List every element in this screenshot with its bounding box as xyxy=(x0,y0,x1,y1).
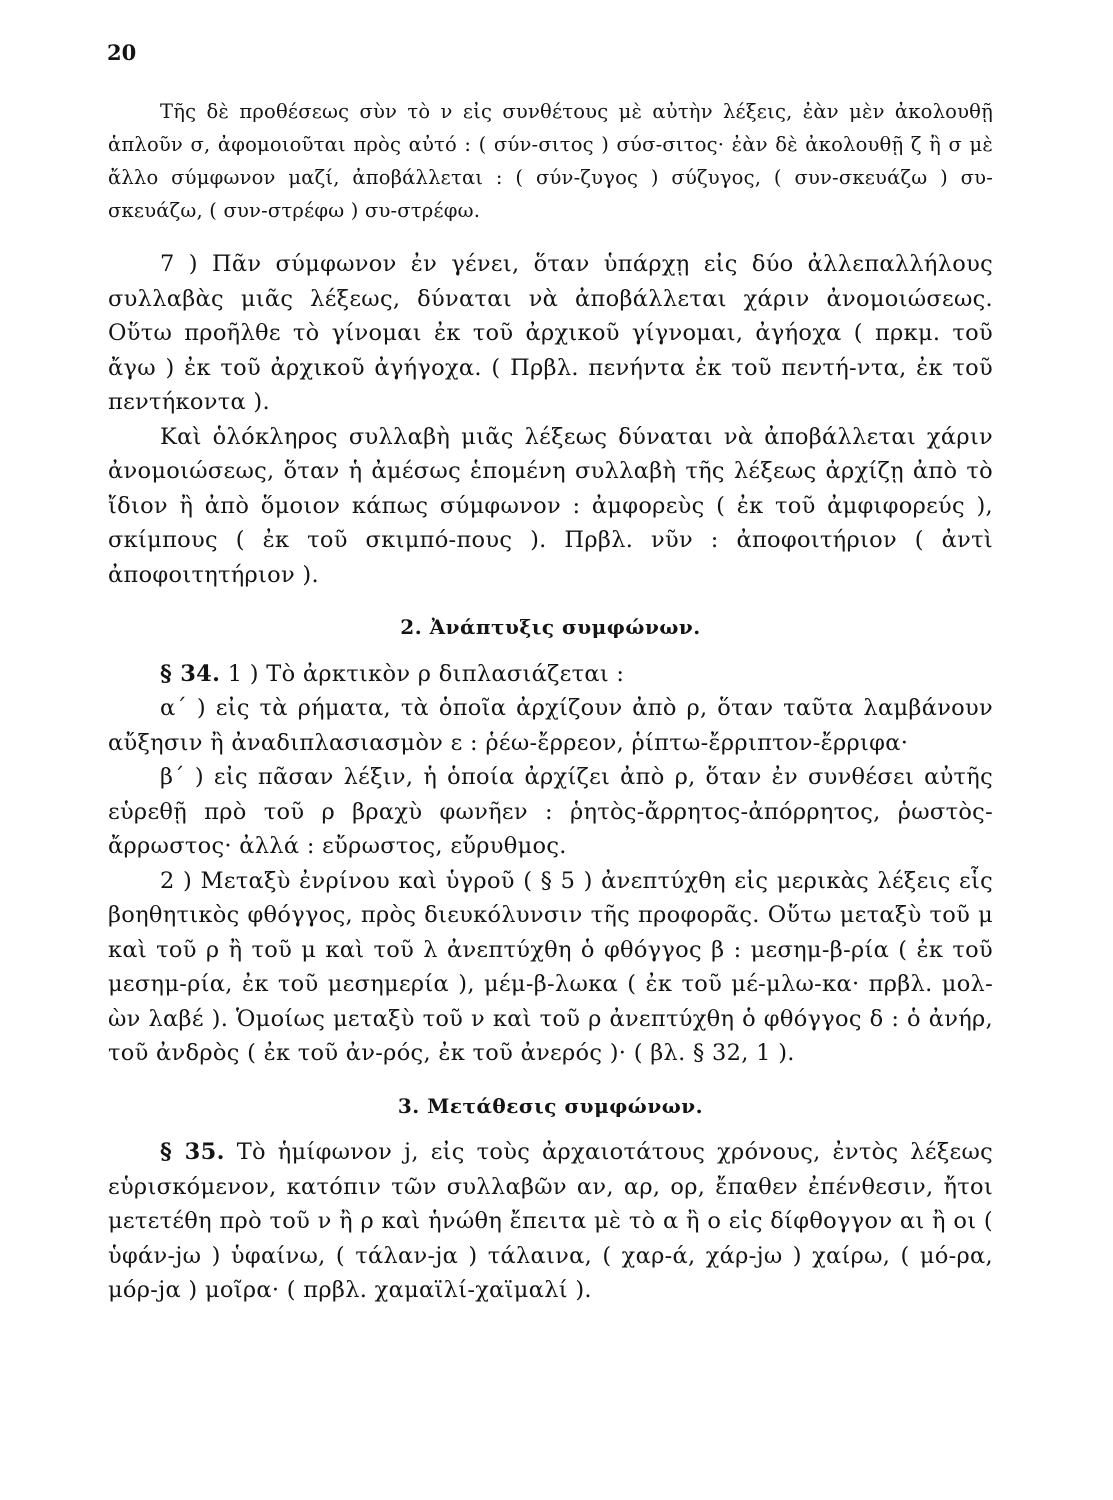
paragraph-rule-a: α΄ ) εἰς τὰ ρήματα, τὰ ὁποῖα ἀρχίζουν ἀπὸ ρ, ὅταν ταῦτα λαμβάνουν αὔξησιν ἢ ἀναδιπλασιασμὸν ε : ῥέω-ἔρρεον, ῥίπτω-ἔρριπτον-ἔρριφα· xyxy=(108,695,993,756)
paragraph-section-34 xyxy=(108,657,993,692)
paragraph-nasal-liquid: 2 ) Μεταξὺ ἐνρίνου καὶ ὑγροῦ ( § 5 ) ἀνεπτύχθη εἰς μερικὰς λέξεις εἷς βοηθητικὸς φθόγγος, πρὸς διευκόλυνσιν τῆς προφορᾶς. Οὕτω μεταξὺ τοῦ μ καὶ τοῦ ρ ἢ τοῦ μ καὶ τοῦ λ ἀνεπτύχθη ὁ φθόγγος β : μεσημ-β-ρία ( ἐκ τοῦ μεσημ-ρία, ἐκ τοῦ μεσημερία ), μέμ-β-λωκα ( ἐκ τοῦ μέ-μλω-κα· πρβλ. μολ-ὼν λαβέ ). Ὁμοίως μεταξὺ τοῦ ν καὶ τοῦ ρ ἀνεπτύχθη ὁ φθόγγος δ : ὁ ἀνήρ, τοῦ ἀνδρὸς ( ἐκ τοῦ ἀν-ρός, ἐκ τοῦ ἀνερός )· ( βλ. § 32, 1 ). xyxy=(108,867,993,1066)
paragraph-syllable-loss: Καὶ ὁλόκληρος συλλαβὴ μιᾶς λέξεως δύναται νὰ ἀποβάλλεται χάριν ἀνομοιώσεως, ὅταν ἡ ἀμέσως ἑπομένη συλλαβὴ τῆς λέξεως ἀρχίζῃ ἀπὸ τὸ ἴδιον ἢ ἀπὸ ὅμοιον κάπως σύμφωνον : ἀμφορεὺς ( ἐκ τοῦ ἀμφιφορεύς ), σκίμπους ( ἐκ τοῦ σκιμπό-πους ). Πρβλ. νῦν : ἀποφοιτήριον ( ἀντὶ ἀποφοιτητήριον ). xyxy=(108,423,993,588)
main-text-block xyxy=(108,247,993,1308)
page-number: 20 xyxy=(107,40,137,65)
small-print-block xyxy=(108,95,993,227)
section-mark-34: § 34. xyxy=(160,660,221,687)
section-34-text: 1 ) Τὸ ἀρκτικὸν ρ διπλασιάζεται : xyxy=(227,660,625,687)
section-heading-consonant-development: 2. Ἀνάπτυξις συμφώνων. xyxy=(400,615,701,639)
paragraph-rule-b: β΄ ) εἰς πᾶσαν λέξιν, ἡ ὁποία ἀρχίζει ἀπὸ ρ, ὅταν ἐν συνθέσει αὐτῆς εὑρεθῇ πρὸ τοῦ ρ βραχὺ φωνῆεν : ῥητὸς-ἄρρητος-ἀπόρρητος, ῥωστὸς-ἄρρωστος· ἀλλά : εὔρωστος, εὔρυθμος. xyxy=(108,764,993,859)
paragraph-dissimilation: 7 ) Πᾶν σύμφωνον ἐν γένει, ὅταν ὑπάρχῃ εἰς δύο ἀλλεπαλλήλους συλλαβὰς μιᾶς λέξεως, δύναται νὰ ἀποβάλλεται χάριν ἀνομοιώσεως. Οὕτω προῆλθε τὸ γίνομαι ἐκ τοῦ ἀρχικοῦ γίγνομαι, ἀγήοχα ( πρκμ. τοῦ ἄγω ) ἐκ τοῦ ἀρχικοῦ ἀγήγοχα. ( Πρβλ. πενήντα ἐκ τοῦ πεντή-ντα, ἐκ τοῦ πεντήκοντα ). xyxy=(108,251,993,415)
section-heading-metathesis: 3. Μετάθεσις συμφώνων. xyxy=(397,1093,704,1118)
section-mark-35: § 35. xyxy=(160,1139,225,1165)
paragraph-section-35 xyxy=(108,1135,993,1308)
paragraph-syn-prefix: Τῆς δὲ προθέσεως σὺν τὸ ν εἰς συνθέτους μὲ αὐτὴν λέξεις, ἐὰν μὲν ἀκολουθῇ ἁπλοῦν σ, ἀφομοιοῦται πρὸς αὐτό : ( σύν-σιτος ) σύσ-σιτος· ἐὰν δὲ ἀκολουθῇ ζ ἢ σ μὲ ἄλλο σύμφωνον μαζί, ἀποβάλλεται : ( σύν-ζυγος ) σύζυγος, ( συν-σκευάζω ) συ-σκευάζω, ( συν-στρέφω ) συ-στρέφω. xyxy=(108,100,993,222)
section-35-text: Τὸ ἡμίφωνον j, εἰς τοὺς ἀρχαιοτάτους χρόνους, ἐντὸς λέξεως εὑρισκόμενον, κατόπιν τῶν συλλαβῶν αν, αρ, ορ, ἔπαθεν ἐπένθεσιν, ἤτοι μετετέθη πρὸ τοῦ ν ἢ ρ καὶ ἡνώθη ἔπειτα μὲ τὸ α ἢ ο εἰς δίφθογγον αι ἢ οι ( ὑφάν-jω ) ὑφαίνω, ( τάλαν-jα ) τάλαινα, ( χαρ-ά, χάρ-jω ) χαίρω, ( μό-ρα, μόρ-jα ) μοῖρα· ( πρβλ. χαμαϊλί-χαϊμαλί ). xyxy=(108,1139,994,1303)
page-body xyxy=(108,95,993,1308)
